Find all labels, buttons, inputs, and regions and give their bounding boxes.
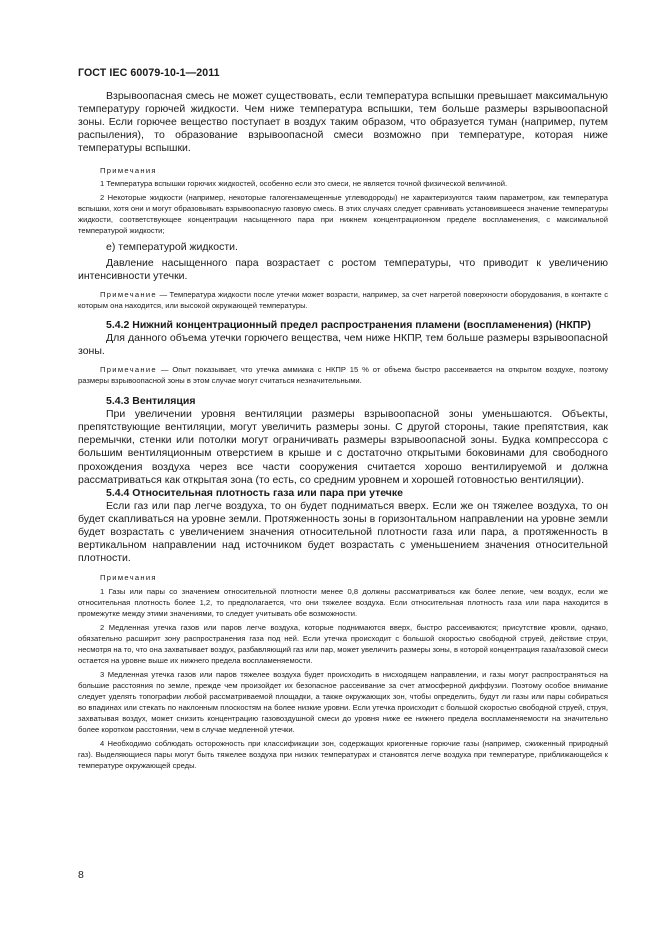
paragraph-flash-point: Взрывоопасная смесь не может существовать, если температура вспышки превышает максимальную температуру горючей жидкости. Чем ниже температура вспышки, тем больше размеры взрывоопасной зоны. Если горючее вещество поступает в воздух таким образом, что образуется туман (например, путем распыления), то образование взрывоопасной смеси возможно при температуре, которая ниже температуры вспышки. — [78, 90, 608, 155]
section-heading-5-4-3: 5.4.3 Вентиляция — [106, 395, 196, 408]
note-text: — Температура жидкости после утечки может возрасти, например, за счет нагретой поверхности оборудования, в контакте с которым она находится, или высокой окружающей температуры. — [78, 289, 608, 310]
list-item-e: е) температурой жидкости. — [106, 241, 238, 254]
note-item: 1 Газы или пары со значением относительной плотности менее 0,8 должны рассматриваться как более легкие, чем воздух, если же относительная плотность более 1,2, то предполагается, что они тяжелее воздуха. Если относительная плотность газа или пара находится в промежутке между этими значениями, то следует учитывать обе возможности. — [78, 587, 608, 619]
section-heading-5-4-4: 5.4.4 Относительная плотность газа или пара при утечке — [106, 486, 403, 499]
paragraph-ventilation: При увеличении уровня вентиляции размеры взрывоопасной зоны уменьшаются. Объекты, препятствующие вентиляции, могут увеличить размеры зоны. С другой стороны, такие препятствия, как перемычки, стенки или потолки могут ограничивать размеры взрывоопасной зоны. Будка компрессора с большим вентиляционным отверстием в крыше и с достаточно открытыми боковинами для свободного прохождения воздуха через все части сооружения считается хорошо вентилируемой и должна рассматриваться как открытая зона (то есть, со средним уровнем и хорошей готовностью вентиляции). — [78, 408, 608, 486]
note-item: 1 Температура вспышки горючих жидкостей, особенно если это смеси, не является точной физической величиной. — [100, 179, 508, 189]
note — [78, 289, 608, 311]
note-label: Примечание — [100, 289, 157, 299]
notes-title: Примечания — [100, 573, 157, 583]
paragraph-vapour-pressure: Давление насыщенного пара возрастает с ростом температуры, что приводит к увеличению интенсивности утечки. — [78, 256, 608, 282]
note — [78, 364, 608, 386]
note-item: 2 Медленная утечка газов или паров легче воздуха, которые поднимаются вверх, быстро рассеиваются; присутствие кровли, однако, обязательно расширит зону распространения газа под ней. Если утечка происходит с большой скоростью свободной струей, действие струи, несмотря на то, что она захватывает воздух, разбавляющий газ или пар, может увеличить размеры зоны, в которой концентрация газа/газовой смеси остается на уровне выше их нижнего предела воспламеняемости. — [78, 623, 608, 666]
note-label: Примечание — [100, 365, 157, 375]
notes-title: Примечания — [100, 166, 157, 176]
section-heading-5-4-2: 5.4.2 Нижний концентрационный предел распространения пламени (воспламенения) (НКПР) — [106, 318, 591, 331]
note-item: 3 Медленная утечка газов или паров тяжелее воздуха будет происходить в нисходящем направлении, и газы могут распространяться на большие расстояния по земле, прежде чем произойдет их безопасное рассеивание за счет атмосферной диффузии. Поэтому особое внимание следует уделять топографии любой рассматриваемой площадки, а также окружающих зон, чтобы определить, будут ли газы или пары собираться во впадинах или стекать по наклонным плоскостям на более низкие уровни. Если утечка происходит с большой скоростью свободной струей, струя, захватывая воздух, может снизить концентрацию газовоздушной смеси до уровня ниже ее нижнего предела воспламеняемости на значительно более коротком расстоянии, чем в случае медленной утечки. — [78, 670, 608, 735]
note-item: 4 Необходимо соблюдать осторожность при классификации зон, содержащих криогенные горючие газы (например, сжиженный природный газ). Выделяющиеся пары могут быть тяжелее воздуха при низких температурах и становятся легче воздуха при температуре, приближающейся к температуре окружающей среды. — [78, 739, 608, 771]
paragraph-lfl: Для данного объема утечки горючего вещества, чем ниже НКПР, тем больше размеры взрывоопасной зоны. — [78, 331, 608, 357]
page-number: 8 — [78, 869, 84, 881]
page-content — [78, 90, 608, 771]
paragraph-relative-density: Если газ или пар легче воздуха, то он будет подниматься вверх. Если же он тяжелее воздуха, то он будет скапливаться на уровне земли. Протяженность зоны в горизонтальном направлении на уровне земли будет возрастать с увеличением значения относительной плотности газа или пара, а протяженность в вертикальном направлении над источником будет возрастать с уменьшением значения относительной плотности. — [78, 499, 608, 565]
page-header: ГОСТ IEC 60079-10-1—2011 — [78, 67, 220, 79]
note-text: — Опыт показывает, что утечка аммиака с НКПР 15 % от объема быстро рассеивается на открытом воздухе, поэтому размеры взрывоопасной зоны в этом случае могут считаться незначительными. — [78, 365, 608, 386]
note-item: 2 Некоторые жидкости (например, некоторые галогензамещенные углеводороды) не характеризуются таким параметром, как температура вспышки, хотя они и могут образовывать взрывоопасную газовую смесь. В этих случаях следует сравнивать установившееся значение температуры жидкости, соответствующее концентрации насыщенного пара при нижнем концентрационном пределе воспламенения, с максимальной температурой жидкости; — [78, 193, 608, 236]
